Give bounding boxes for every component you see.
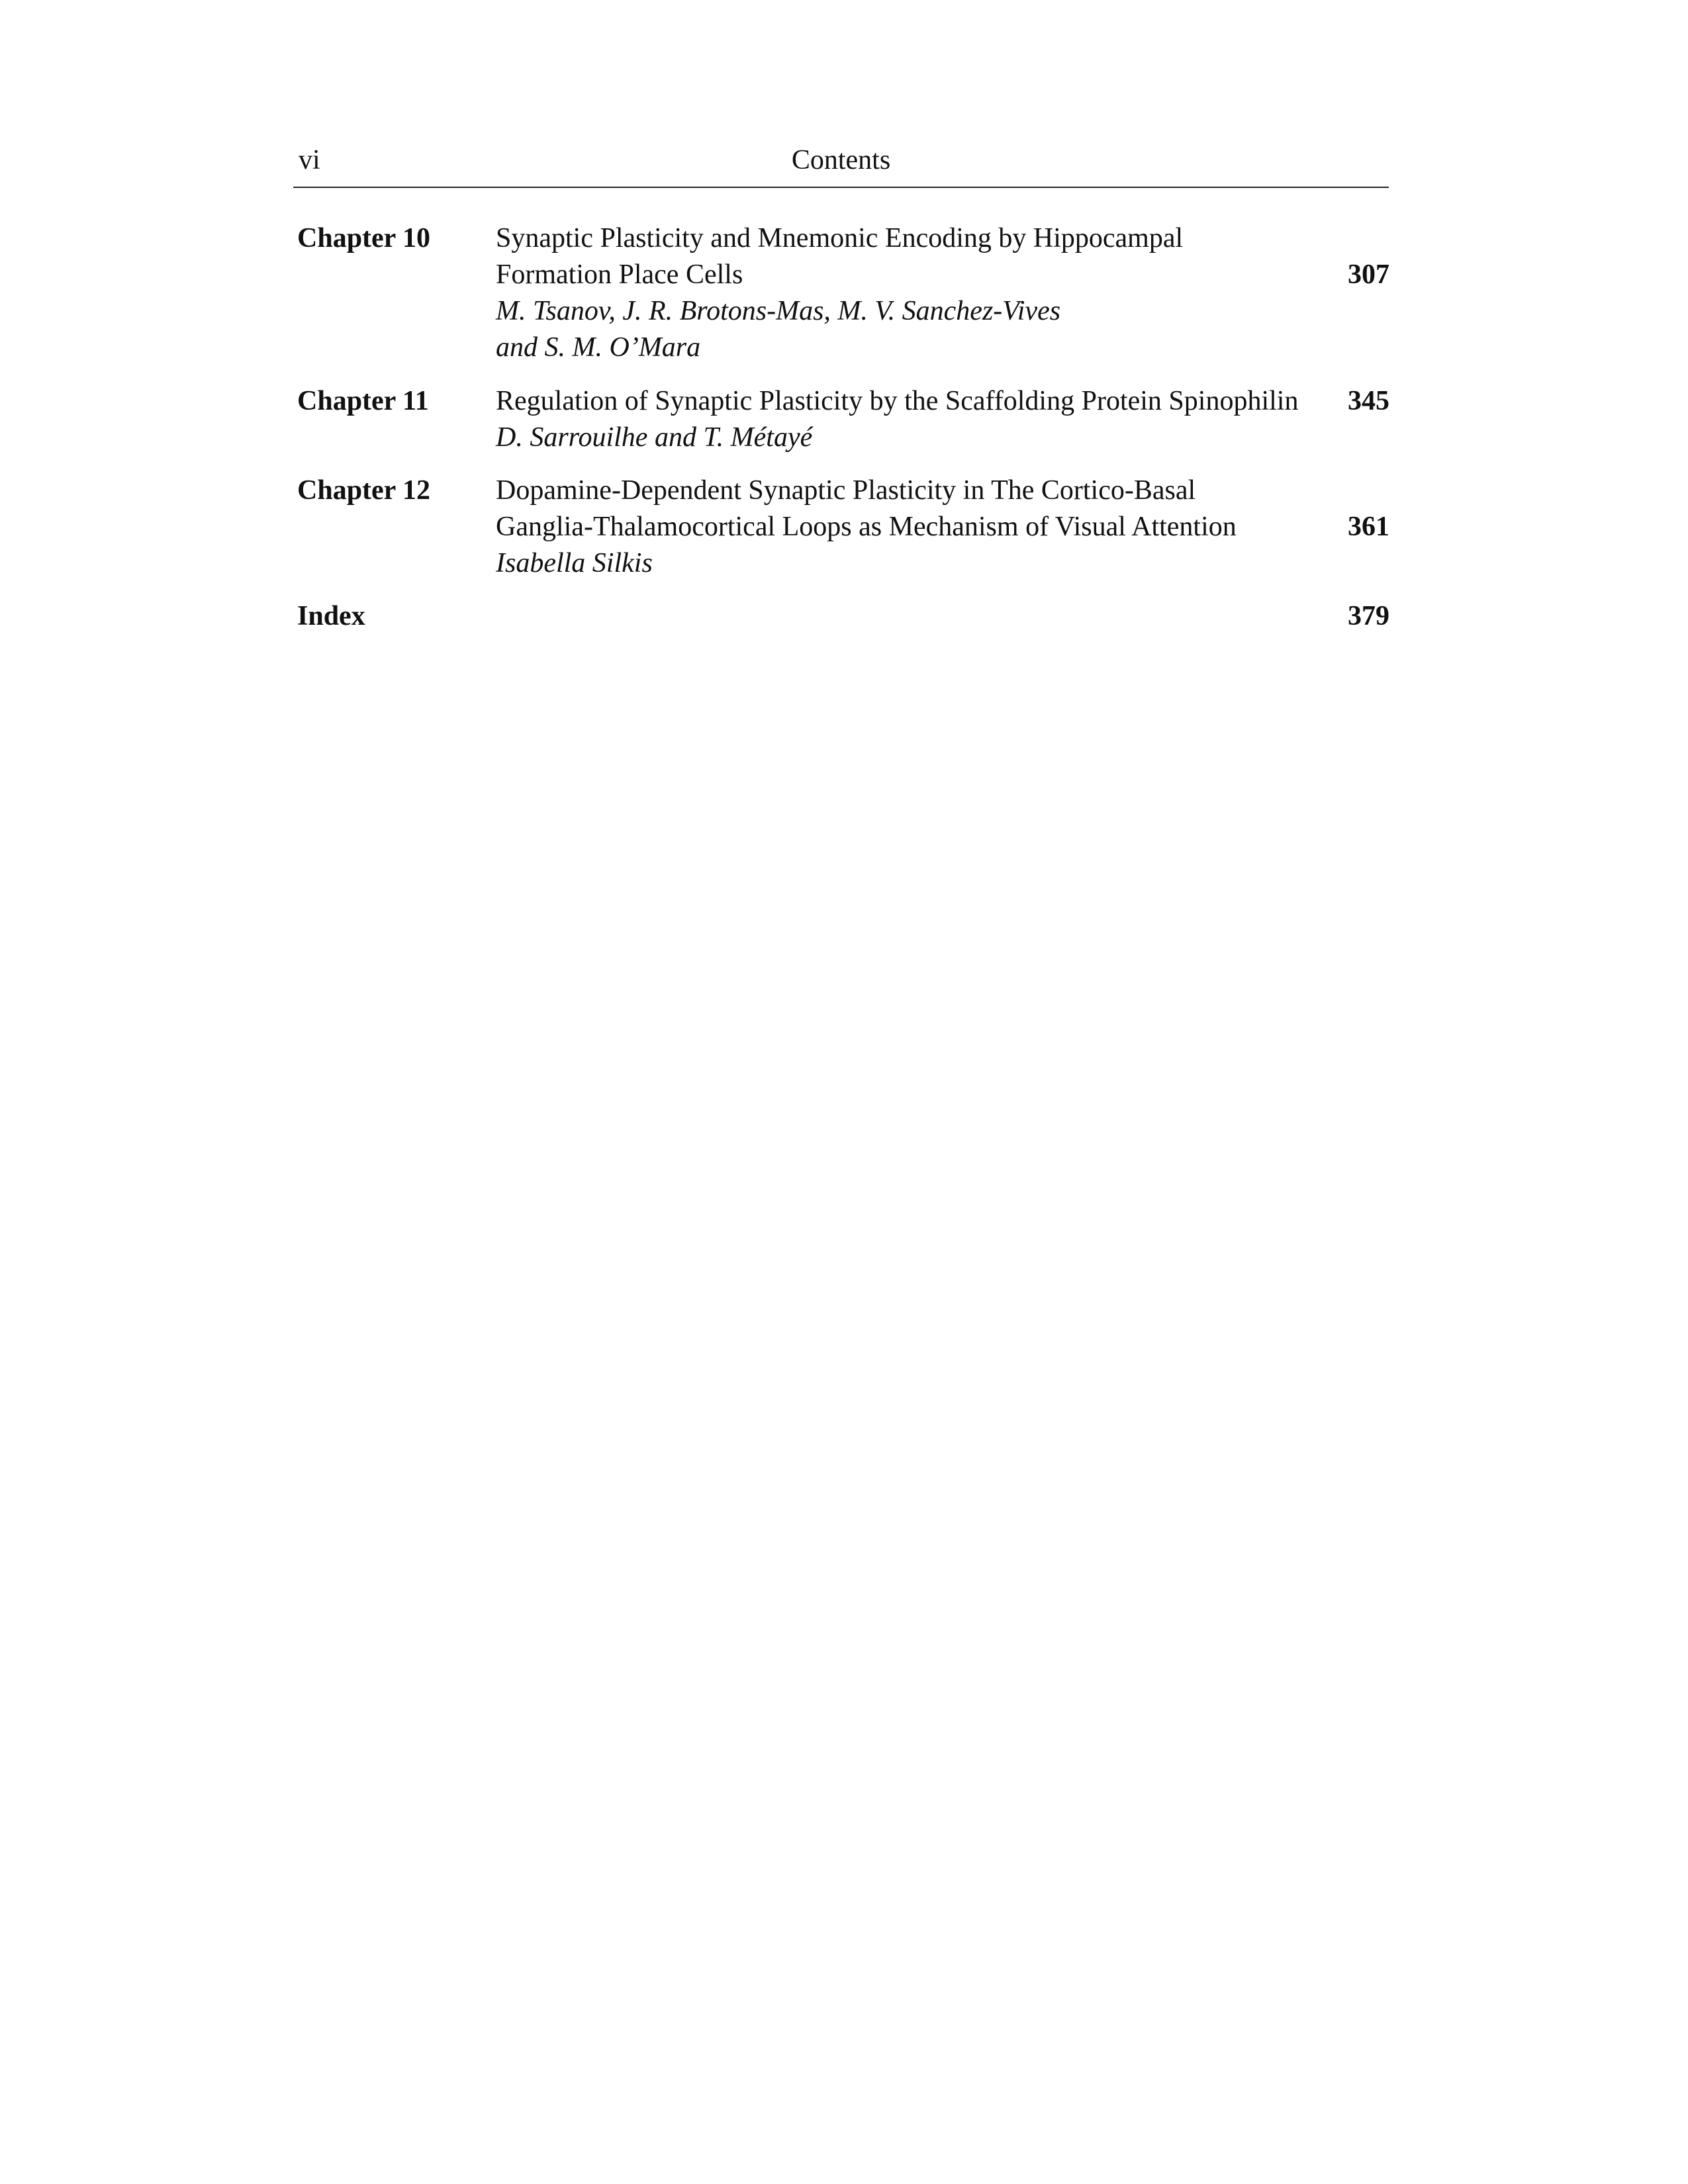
toc-entry-chapter-12[interactable] (297, 473, 1389, 598)
chapter-title: Regulation of Synaptic Plasticity by the Scaffolding Protein Spinophilin (496, 386, 1299, 416)
index-label: Index (297, 601, 365, 631)
page-reference: 361 (1348, 512, 1389, 542)
page-number: vi (299, 145, 320, 175)
toc-entry-chapter-10[interactable] (297, 220, 1389, 383)
chapter-title: Dopamine-Dependent Synaptic Plasticity in The Cortico-Basal Ganglia-Thalamocortical Loops as Mechanism of Visual Attention (496, 475, 1237, 542)
chapter-authors: Isabella Silkis (496, 548, 653, 578)
chapter-title: Synaptic Plasticity and Mnemonic Encoding by Hippocampal Formation Place Cells (496, 223, 1184, 290)
chapter-body (496, 383, 1323, 456)
page-reference: 345 (1348, 386, 1389, 416)
page-header (293, 140, 1389, 188)
table-of-contents (297, 220, 1389, 635)
page-reference: 307 (1348, 259, 1389, 290)
running-title: Contents (791, 145, 891, 175)
toc-entry-index[interactable] (297, 598, 1389, 635)
page-reference: 379 (1348, 601, 1389, 631)
chapter-authors: M. Tsanov, J. R. Brotons-Mas, M. V. Sanchez-Vives and S. M. O’Mara (496, 296, 1061, 363)
chapter-authors: D. Sarrouilhe and T. Métayé (496, 422, 813, 453)
chapter-body (496, 473, 1323, 582)
chapter-label: Chapter 11 (297, 386, 429, 416)
chapter-label: Chapter 10 (297, 223, 431, 253)
chapter-body (496, 220, 1323, 366)
toc-entry-chapter-11[interactable] (297, 383, 1389, 473)
chapter-label: Chapter 12 (297, 475, 431, 506)
